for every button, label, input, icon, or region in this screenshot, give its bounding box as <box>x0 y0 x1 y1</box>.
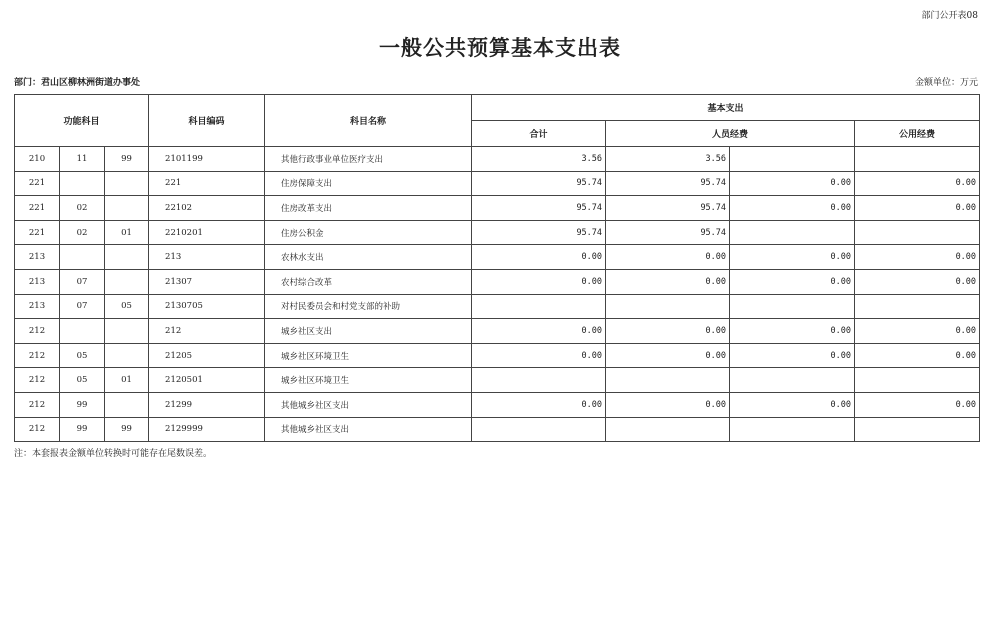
subject-name-cell: 其他城乡社区支出 <box>265 392 472 417</box>
footnote: 注：本套报表金额单位转换时可能存在尾数误差。 <box>14 449 213 459</box>
public-expense-cell: 0.00 <box>855 319 980 344</box>
public-cell <box>730 220 855 245</box>
subject-name-cell: 对村民委员会和村党支部的补助 <box>265 294 472 319</box>
subject-name-cell: 其他城乡社区支出 <box>265 417 472 442</box>
subject-code-cell: 2120501 <box>149 368 265 393</box>
personnel-cell <box>606 417 730 442</box>
func-item-cell <box>105 245 149 270</box>
subject-code-cell: 2210201 <box>149 220 265 245</box>
func-item-cell: 05 <box>105 294 149 319</box>
table-row <box>15 294 980 319</box>
page-title: 一般公共预算基本支出表 <box>379 36 621 60</box>
header-func-subject: 功能科目 <box>15 95 149 147</box>
table-row <box>15 343 980 368</box>
public-expense-cell: 0.00 <box>855 171 980 196</box>
table-row <box>15 368 980 393</box>
func-section-cell <box>60 171 105 196</box>
total-cell: 0.00 <box>472 269 606 294</box>
subject-name-cell: 农林水支出 <box>265 245 472 270</box>
func-item-cell <box>105 171 149 196</box>
header-public: 公用经费 <box>855 121 980 147</box>
public-cell: 0.00 <box>730 196 855 221</box>
func-item-cell <box>105 319 149 344</box>
total-cell: 95.74 <box>472 220 606 245</box>
subject-name-cell: 住房改革支出 <box>265 196 472 221</box>
subject-code-cell: 221 <box>149 171 265 196</box>
public-expense-cell <box>855 220 980 245</box>
subject-name-cell: 其他行政事业单位医疗支出 <box>265 147 472 172</box>
personnel-cell: 3.56 <box>606 147 730 172</box>
subject-code-cell: 2130705 <box>149 294 265 319</box>
table-row <box>15 245 980 270</box>
public-cell <box>730 417 855 442</box>
func-item-cell: 99 <box>105 417 149 442</box>
func-class-cell: 212 <box>15 392 60 417</box>
public-cell: 0.00 <box>730 245 855 270</box>
table-row <box>15 319 980 344</box>
subject-code-cell: 22102 <box>149 196 265 221</box>
func-section-cell <box>60 245 105 270</box>
func-section-cell: 05 <box>60 368 105 393</box>
public-cell: 0.00 <box>730 392 855 417</box>
personnel-cell: 95.74 <box>606 220 730 245</box>
total-cell: 0.00 <box>472 245 606 270</box>
public-cell: 0.00 <box>730 171 855 196</box>
public-cell: 0.00 <box>730 343 855 368</box>
total-cell <box>472 417 606 442</box>
personnel-cell <box>606 368 730 393</box>
func-class-cell: 221 <box>15 220 60 245</box>
amount-unit-label: 金额单位：万元 <box>914 78 978 88</box>
table-row <box>15 220 980 245</box>
subject-code-cell: 212 <box>149 319 265 344</box>
personnel-cell: 0.00 <box>606 319 730 344</box>
total-cell <box>472 368 606 393</box>
table-row <box>15 147 980 172</box>
subject-name-cell: 城乡社区环境卫生 <box>265 368 472 393</box>
personnel-cell: 0.00 <box>606 392 730 417</box>
func-section-cell: 07 <box>60 269 105 294</box>
public-cell <box>730 147 855 172</box>
func-item-cell <box>105 269 149 294</box>
header-total: 合计 <box>472 121 606 147</box>
func-section-cell: 11 <box>60 147 105 172</box>
header-subject-code: 科目编码 <box>149 95 265 147</box>
func-section-cell: 99 <box>60 392 105 417</box>
department-label: 部门：君山区柳林洲街道办事处 <box>14 78 141 88</box>
table-row <box>15 269 980 294</box>
subject-name-cell: 住房公积金 <box>265 220 472 245</box>
public-expense-cell: 0.00 <box>855 245 980 270</box>
table-number-label: 部门公开表08 <box>921 11 978 21</box>
personnel-cell: 0.00 <box>606 245 730 270</box>
total-cell: 0.00 <box>472 319 606 344</box>
header-basic-expense: 基本支出 <box>472 95 980 121</box>
func-class-cell: 213 <box>15 269 60 294</box>
func-class-cell: 221 <box>15 171 60 196</box>
budget-table <box>14 94 980 442</box>
func-class-cell: 212 <box>15 343 60 368</box>
total-cell: 0.00 <box>472 392 606 417</box>
table-body <box>15 147 980 442</box>
func-item-cell <box>105 392 149 417</box>
func-class-cell: 213 <box>15 245 60 270</box>
func-item-cell <box>105 343 149 368</box>
public-cell <box>730 368 855 393</box>
public-cell: 0.00 <box>730 319 855 344</box>
func-section-cell: 99 <box>60 417 105 442</box>
func-class-cell: 212 <box>15 417 60 442</box>
personnel-cell <box>606 294 730 319</box>
subject-code-cell: 21299 <box>149 392 265 417</box>
public-expense-cell: 0.00 <box>855 392 980 417</box>
func-class-cell: 210 <box>15 147 60 172</box>
subject-name-cell: 住房保障支出 <box>265 171 472 196</box>
func-class-cell: 213 <box>15 294 60 319</box>
func-item-cell <box>105 196 149 221</box>
public-expense-cell: 0.00 <box>855 269 980 294</box>
func-section-cell <box>60 319 105 344</box>
func-item-cell: 99 <box>105 147 149 172</box>
func-section-cell: 05 <box>60 343 105 368</box>
header-subject-name: 科目名称 <box>265 95 472 147</box>
func-section-cell: 02 <box>60 196 105 221</box>
public-expense-cell: 0.00 <box>855 343 980 368</box>
func-class-cell: 221 <box>15 196 60 221</box>
public-expense-cell <box>855 294 980 319</box>
public-cell: 0.00 <box>730 269 855 294</box>
table-row <box>15 171 980 196</box>
func-class-cell: 212 <box>15 368 60 393</box>
table-row <box>15 392 980 417</box>
func-section-cell: 07 <box>60 294 105 319</box>
subject-code-cell: 213 <box>149 245 265 270</box>
personnel-cell: 0.00 <box>606 343 730 368</box>
public-expense-cell <box>855 368 980 393</box>
total-cell: 95.74 <box>472 196 606 221</box>
public-expense-cell <box>855 147 980 172</box>
subject-code-cell: 2101199 <box>149 147 265 172</box>
total-cell <box>472 294 606 319</box>
func-section-cell: 02 <box>60 220 105 245</box>
public-cell <box>730 294 855 319</box>
table-row <box>15 417 980 442</box>
subject-code-cell: 21307 <box>149 269 265 294</box>
func-class-cell: 212 <box>15 319 60 344</box>
table-row <box>15 196 980 221</box>
func-item-cell: 01 <box>105 220 149 245</box>
total-cell: 95.74 <box>472 171 606 196</box>
func-item-cell: 01 <box>105 368 149 393</box>
subject-code-cell: 21205 <box>149 343 265 368</box>
personnel-cell: 0.00 <box>606 269 730 294</box>
personnel-cell: 95.74 <box>606 196 730 221</box>
public-expense-cell: 0.00 <box>855 196 980 221</box>
public-expense-cell <box>855 417 980 442</box>
total-cell: 0.00 <box>472 343 606 368</box>
header-personnel: 人员经费 <box>606 121 855 147</box>
total-cell: 3.56 <box>472 147 606 172</box>
subject-name-cell: 城乡社区环境卫生 <box>265 343 472 368</box>
subject-name-cell: 城乡社区支出 <box>265 319 472 344</box>
subject-code-cell: 2129999 <box>149 417 265 442</box>
personnel-cell: 95.74 <box>606 171 730 196</box>
subject-name-cell: 农村综合改革 <box>265 269 472 294</box>
